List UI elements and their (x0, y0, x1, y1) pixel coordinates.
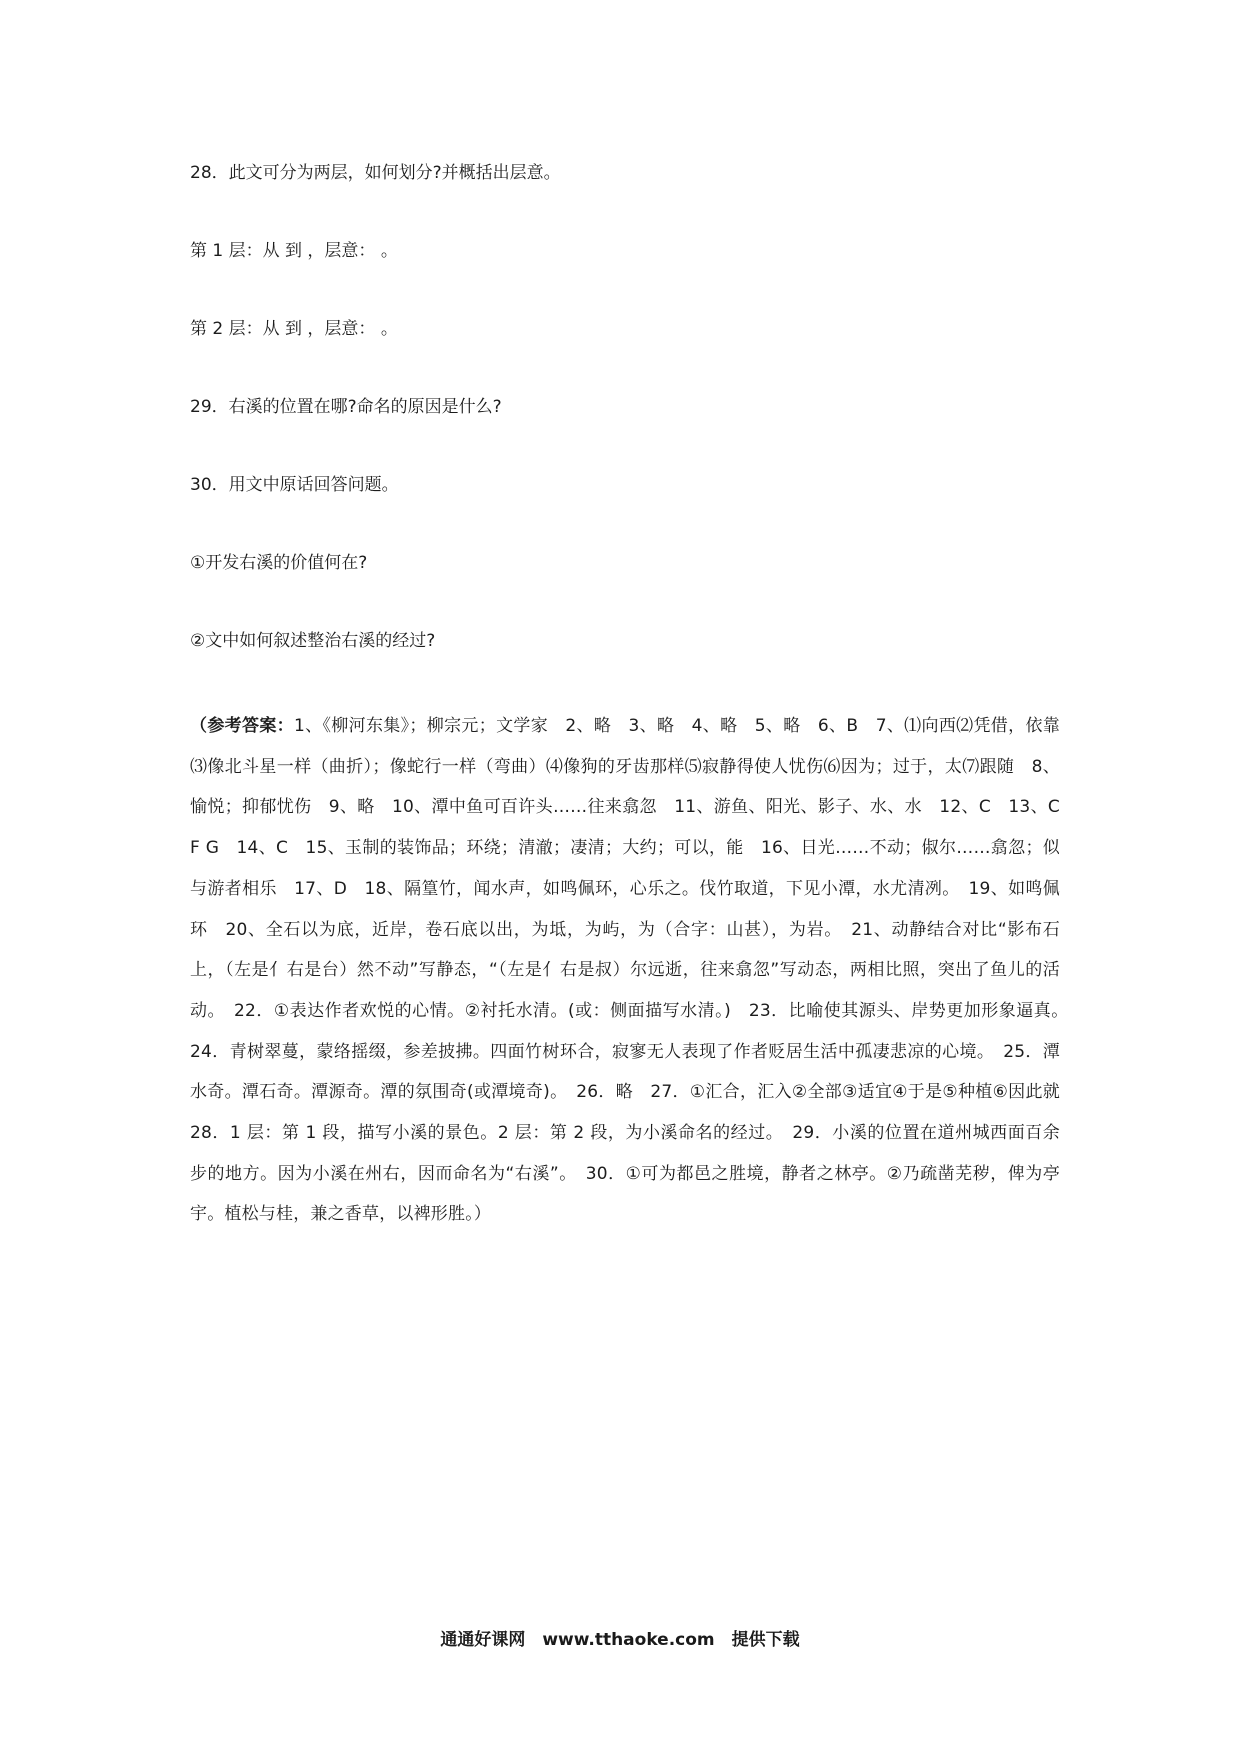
document-body (190, 160, 1078, 1235)
question-30-part-2: ②文中如何叙述整治右溪的经过? (190, 631, 436, 651)
question-29: 29．右溪的位置在哪?命名的原因是什么? (190, 397, 502, 417)
question-28: 28．此文可分为两层，如何划分?并概括出层意。 (190, 163, 561, 183)
question-30-part-1: ①开发右溪的价值何在? (190, 553, 368, 573)
question-28-layer-2: 第 2 层：从 到 ，层意： 。 (190, 319, 398, 339)
reference-answers (190, 706, 1078, 1235)
answer-text: 1、《柳河东集》；柳宗元；文学家 2、略 3、略 4、略 5、略 6、B 7、⑴向西⑵凭借，依靠⑶像北斗星一样（曲折）；像蛇行一样（弯曲）⑷像狗的牙齿那样⑸寂静得使人忧伤⑹因为；过于，太⑺跟随 8、愉悦；抑郁忧伤 9、略 10、潭中鱼可百许头……往来翕忽 11、游鱼、阳光、影子、水、水 12、C 13、C F G 14、C 15、玉制的装饰品；环绕；清澈；凄清；大约；可以，能 16、日光……不动；俶尔……翕忽；似与游者相乐 17、D 18、隔篁竹，闻水声，如鸣佩环，心乐之。伐竹取道，下见小潭，水尤清冽。 19、如鸣佩环 20、全石以为底，近岸，卷石底以出，为坻，为屿，为（合字：山甚），为岩。 21、动静结合对比“影布石上，（左是亻右是台）然不动”写静态，“（左是亻右是叔）尔远逝，往来翕忽”写动态，两相比照，突出了鱼儿的活动。 22．①表达作者欢悦的心情。②衬托水清。(或：侧面描写水清。) 23．比喻使其源头、岸势更加形象逼真。 24．青树翠蔓，蒙络摇缀，参差披拂。四面竹树环合，寂寥无人表现了作者贬居生活中孤凄悲凉的心境。 25．潭水奇。潭石奇。潭源奇。潭的氛围奇(或潭境奇)。 26．略 27．①汇合，汇入②全部③适宜④于是⑤种植⑥因此就 28．1 层：第 1 段，描写小溪的景色。2 层：第 2 段，为小溪命名的经过。 29．小溪的位置在道州城西面百余步的地方。因为小溪在州右，因而命名为“右溪”。 30．①可为都邑之胜境，静者之林亭。②乃疏凿芜秽，俾为亭宇。植松与桂，兼之香草，以裨形胜。） (190, 716, 1078, 1225)
question-28-layer-1: 第 1 层：从 到 ，层意： 。 (190, 241, 398, 261)
question-30: 30．用文中原话回答问题。 (190, 475, 399, 495)
page-footer: 通通好课网 www.tthaoke.com 提供下载 (440, 1630, 800, 1650)
answer-label: （参考答案： (190, 716, 294, 736)
